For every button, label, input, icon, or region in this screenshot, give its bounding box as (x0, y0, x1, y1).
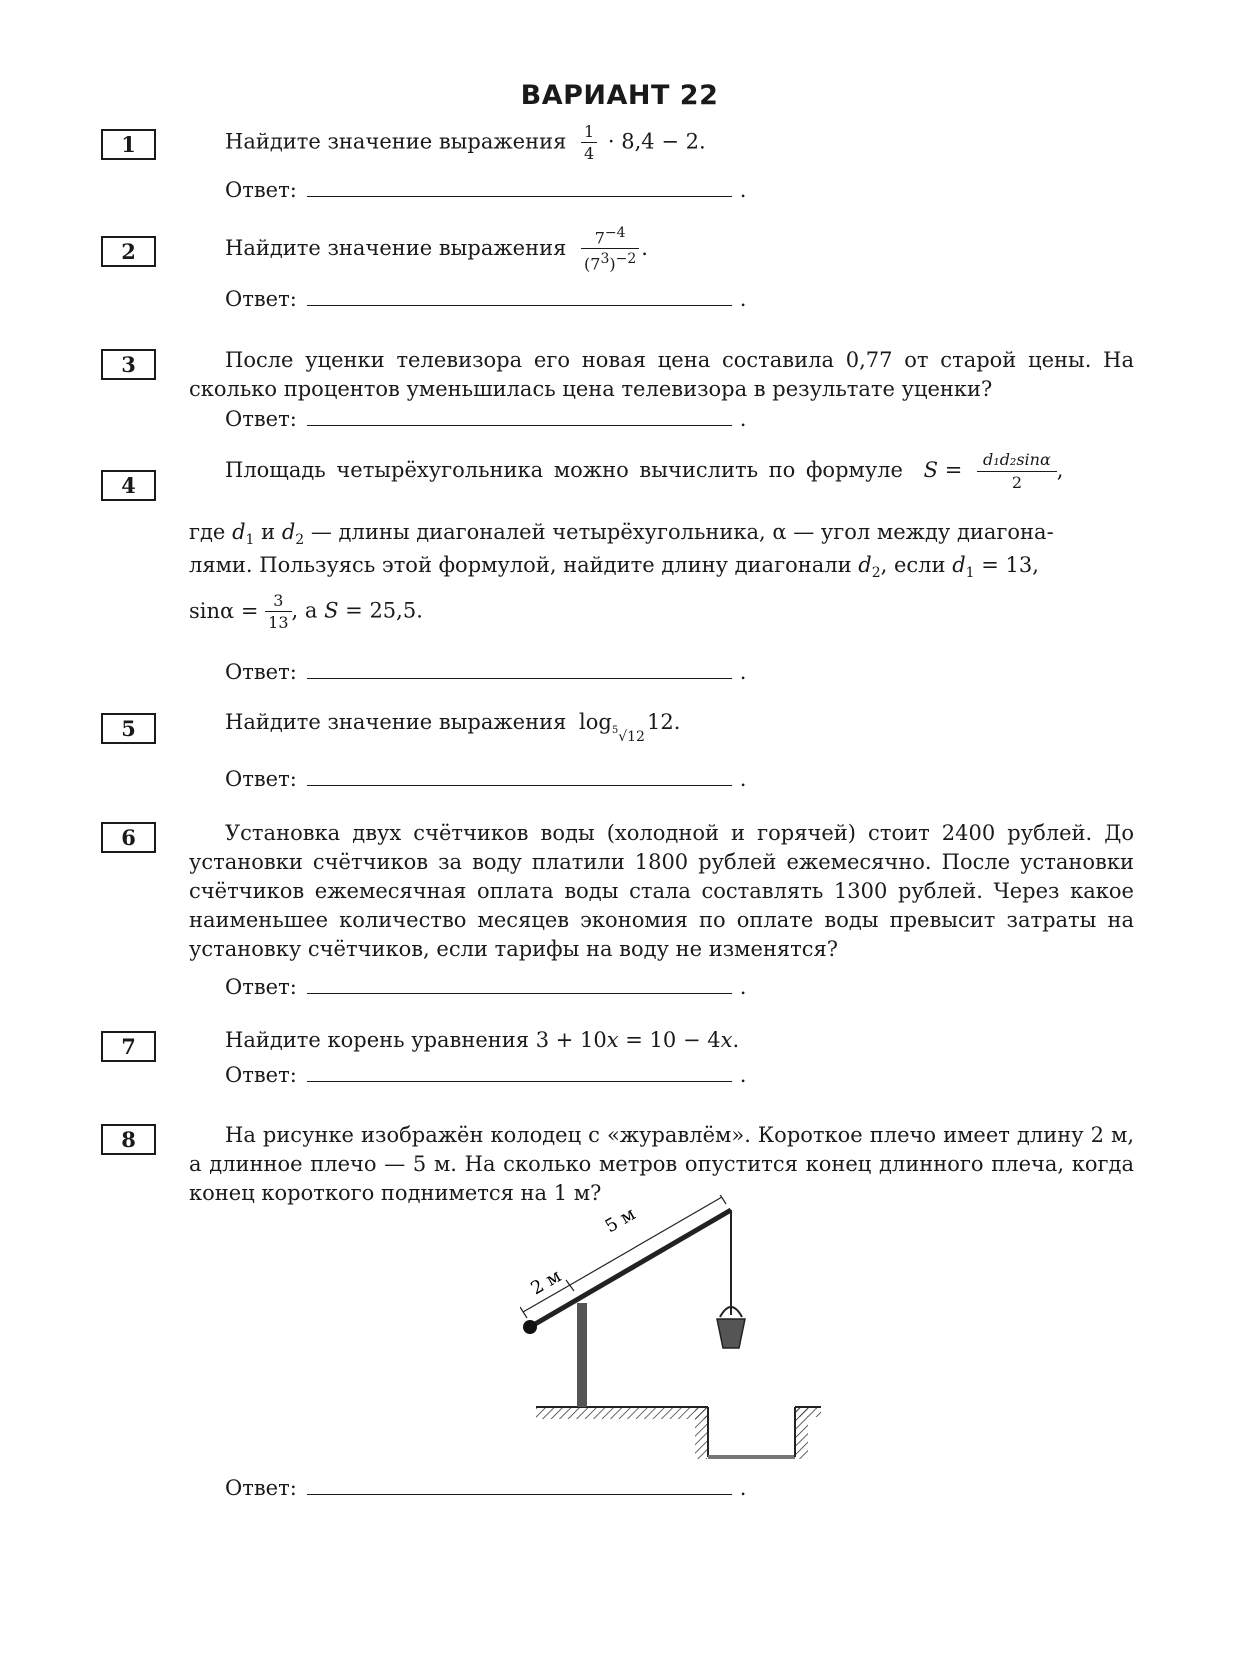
answer-row: Ответ: . (225, 407, 747, 431)
answer-row: Ответ: . (225, 767, 747, 791)
word: , если (880, 553, 946, 577)
var-S: S (324, 598, 339, 623)
fraction-numerator: d₁d₂sinα (977, 452, 1057, 472)
task-4-line-2 (189, 520, 1054, 549)
word: и (261, 520, 276, 544)
task-4-line-3 (189, 553, 1039, 582)
root-index: 5 (611, 725, 619, 737)
bucket (717, 1319, 745, 1348)
task-7-statement (225, 1028, 739, 1052)
task-number: 2 (101, 236, 156, 267)
fraction-numerator: 1 (581, 124, 597, 143)
well-wall-left (695, 1407, 707, 1459)
task-2-statement (225, 226, 648, 273)
subscript: 2 (295, 532, 305, 549)
answer-row: Ответ: . (225, 1476, 747, 1500)
var-x: x (606, 1028, 619, 1052)
task-number: 4 (101, 470, 156, 501)
dimension-tick (566, 1280, 574, 1291)
fraction (581, 124, 597, 162)
task-6-statement (189, 819, 1134, 964)
crane-post (577, 1303, 587, 1407)
word: где (189, 520, 226, 544)
page-title: ВАРИАНТ 22 (520, 80, 719, 111)
sin-fraction (265, 593, 291, 631)
answer-row: Ответ: . (225, 660, 747, 684)
task-5-tail: 12. (646, 710, 681, 734)
answer-field-1[interactable] (307, 182, 732, 197)
answer-label: Ответ: (225, 660, 297, 684)
task-4-line-4 (189, 591, 423, 632)
task-2-tail: . (641, 235, 648, 260)
fraction-numerator: 7 (594, 228, 605, 248)
task-7-text: Найдите корень уравнения (225, 1028, 530, 1052)
answer-label: Ответ: (225, 1063, 297, 1087)
answer-label: Ответ: (225, 1476, 297, 1500)
label-long-arm: 5 м (601, 1203, 640, 1238)
answer-field-3[interactable] (307, 411, 732, 426)
counterweight (523, 1320, 537, 1334)
answer-label: Ответ: (225, 407, 297, 431)
answer-label: Ответ: (225, 767, 297, 791)
fraction-denominator: 13 (268, 613, 289, 632)
task-3-statement (189, 346, 1134, 404)
answer-field-5[interactable] (307, 771, 732, 786)
task-number: 1 (101, 129, 156, 160)
log: log (579, 710, 612, 734)
fraction-numerator: 3 (265, 593, 291, 612)
log-base: √12 (618, 729, 645, 745)
task-3-text: После уценки телевизора его новая цена составила 0,77 от старой цены. На сколько процентов уменьшилась цена телевизора в результате уценки? (189, 348, 1134, 401)
task-2-text: Найдите значение выражения (225, 235, 567, 260)
task-4-text-a: Площадь четырёхугольника можно вычислить по формуле (225, 458, 903, 482)
var-d2: d (281, 520, 296, 544)
answer-field-2[interactable] (307, 291, 732, 306)
task-number: 5 (101, 713, 156, 744)
task-number: 6 (101, 822, 156, 853)
dimension-long (570, 1197, 722, 1285)
word: , а (291, 598, 318, 623)
answer-field-6[interactable] (307, 979, 732, 994)
dimension-tick (719, 1195, 726, 1204)
var-d1: d (232, 520, 246, 544)
answer-field-7[interactable] (307, 1067, 732, 1082)
task-4-line-1: Площадь четырёхугольника можно вычислить по формуле S = $\frac{\text{d₁d₂sinα}}{2}$ , (225, 450, 1064, 492)
answer-label: Ответ: (225, 178, 297, 202)
fraction (581, 226, 639, 273)
answer-row: Ответ: . (225, 1063, 747, 1087)
equation-part: 3 + 10 (535, 1028, 607, 1052)
exponent: 3 (600, 251, 610, 268)
task-number: 8 (101, 1124, 156, 1155)
paren: ) (609, 254, 616, 274)
equation-part: = 10 − 4 (625, 1028, 721, 1052)
ground-hatch-left (536, 1407, 708, 1419)
exponent: −4 (604, 225, 626, 241)
task-number: 7 (101, 1031, 156, 1062)
answer-field-8[interactable] (307, 1480, 732, 1495)
var-d2: d (858, 553, 872, 577)
subscript: 1 (965, 565, 975, 582)
task-1-statement (225, 124, 706, 162)
equation-part: . (732, 1028, 740, 1052)
exponent: −2 (615, 251, 637, 268)
subscript: 2 (871, 565, 881, 582)
var-x: x (720, 1028, 733, 1052)
label-short-arm: 2 м (527, 1265, 565, 1300)
answer-label: Ответ: (225, 287, 297, 311)
fraction-denominator: (7 (584, 254, 601, 274)
answer-row: Ответ: . (225, 287, 747, 311)
answer-label: Ответ: (225, 975, 297, 999)
crane-beam (530, 1210, 731, 1327)
fraction-denominator: 4 (584, 144, 595, 163)
formula-lhs: S = (923, 458, 963, 482)
task-8-text: На рисунке изображён колодец с «журавлём». Короткое плечо имеет длину 2 м, а длинное плечо — 5 м. На сколько метров опустится конец длинного плеча, когда конец короткого поднимется на 1 м? (189, 1123, 1134, 1205)
word: = 25,5. (345, 598, 423, 623)
subscript: 1 (245, 532, 255, 549)
area-formula-fraction (977, 452, 1057, 491)
task-1-text: Найдите значение выражения (225, 129, 567, 154)
ground-hatch-right (795, 1407, 821, 1417)
answer-field-4[interactable] (307, 664, 732, 679)
task-number: 3 (101, 349, 156, 380)
answer-row: Ответ: . (225, 975, 747, 999)
task-1-tail: · 8,4 − 2. (607, 129, 706, 154)
var-d1: d (952, 553, 966, 577)
well-crane-figure (520, 1195, 840, 1495)
fraction-denominator: 2 (1011, 473, 1022, 492)
task-4-text-c: лями. Пользуясь этой формулой, найдите длину диагонали (189, 553, 852, 577)
dimension-tick (520, 1307, 527, 1318)
sin-lhs: sinα = (189, 598, 259, 623)
task-5-text: Найдите значение выражения (225, 710, 567, 734)
answer-row: Ответ: . (225, 178, 747, 202)
task-4-text-b: — длины диагоналей четырёхугольника, α — угол между диагона- (310, 520, 1054, 544)
word: = 13, (981, 553, 1039, 577)
task-6-text: Установка двух счётчиков воды (холодной и горячей) стоит 2400 рублей. До установки счётчиков за воду платили 1800 рублей ежемесячно. После установки счётчиков ежемесячная оплата воды стала составлять 1300 рублей. Через какое наименьшее количество месяцев экономия по оплате воды превысит затраты на установку счётчиков, если тарифы на воду не изменятся? (189, 821, 1134, 961)
task-5-statement (225, 710, 681, 745)
